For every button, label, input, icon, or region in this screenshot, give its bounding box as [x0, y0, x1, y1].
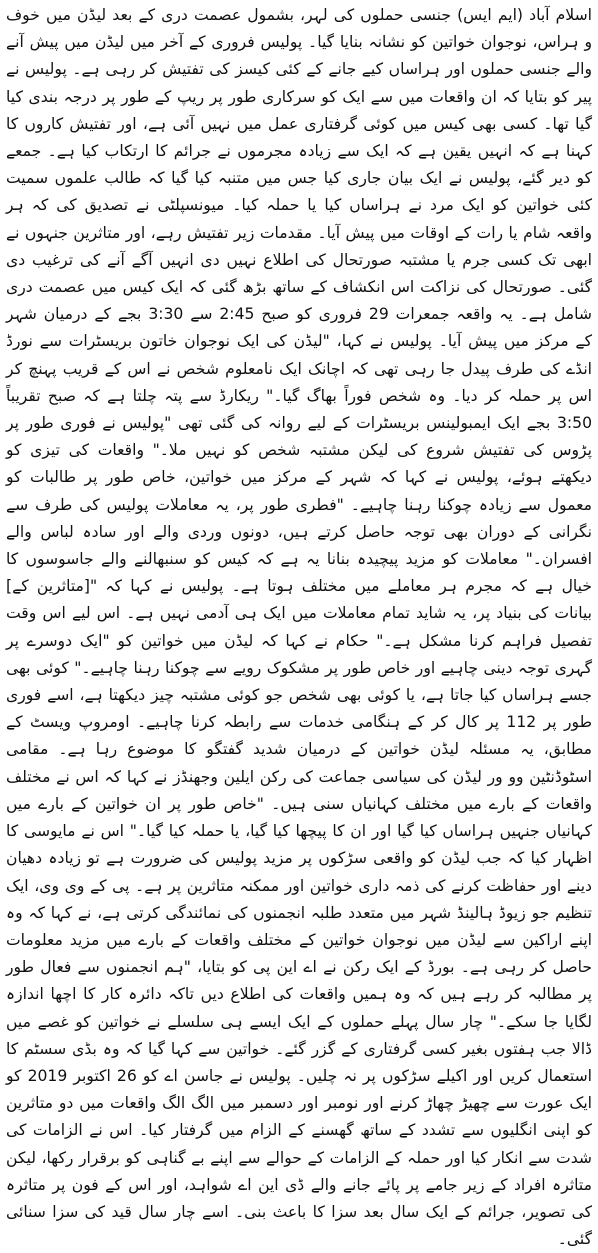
article-body-text: اسلام آباد (ایم ایس) جنسی حملوں کی لہر، بشمول عصمت دری کے بعد لیڈن میں خوف و ہراس، نوجوان خواتین کو نشانہ بنایا گیا۔ پولیس فروری کے آخر میں لیڈن میں پیش آنے والے جنسی حملوں اور ہراساں کیے جانے کے کئی کیسز کی تفتیش کر رہی ہے۔ پولیس نے پیر کو بتایا کہ ان واقعات میں سے ایک کو سرکاری طور پر ریپ کے طور پر درجہ بندی کیا گیا تھا۔ کسی بھی کیس میں کوئی گرفتاری عمل میں نہیں آئی ہے، اور تفتیش کاروں کا کہنا ہے کہ انہیں یقین ہے کہ ایک سے زیادہ مجرموں نے جرائم کا ارتکاب کیا ہے۔ جمعے کو دیر گئے، پولیس نے ایک بیان جاری کیا جس میں متنبہ کیا گیا کہ طالب علموں سمیت کئی خواتین کو ایک مرد نے ہراساں کیا یا حملہ کیا۔ میونسپلٹی نے تصدیق کی کہ ہر واقعہ شام یا رات کے اوقات میں پیش آیا۔ مقدمات زیر تفتیش رہے، اور متاثرین جنہوں نے ابھی تک کسی جرم یا مشتبہ صورتحال کی اطلاع نہیں دی انہیں آگے آنے کی ترغیب دی گئی۔ صورتحال کی نزاکت اس انکشاف کے ساتھ بڑھ گئی کہ ایک کیس میں عصمت دری شامل ہے۔ یہ واقعہ جمعرات 29 فروری کو صبح 2:45 سے 3:30 بجے کے درمیان شہر کے مرکز میں پیش آیا۔ پولیس نے کہا، "لیڈن کی ایک نوجوان خاتون بریسٹرات سے نورڈ انڈے کی طرف پیدل جا رہی تھی کہ اچانک ایک نامعلوم شخص نے اس کے قریب پہنچ کر اس پر حملہ کر دیا۔ وہ شخص فوراً بھاگ گیا۔" ریکارڈ سے پتہ چلتا ہے کہ صبح تقریباً 3:50 بجے ایک ایمبولینس بریسٹرات کے لیے روانہ کی گئی تھی "پولیس نے فوری طور پر پڑوس کی تفتیش شروع کی لیکن مشتبہ شخص کو نہیں ملا۔" واقعات کی تیزی کو دیکھتے ہوئے، پولیس نے کہا کہ شہر کے مرکز میں خواتین، خاص طور پر طالبات کو معمول سے زیادہ چوکنا رہنا چاہیے۔ "فطری طور پر، یہ معاملات پولیس کی طرف سے نگرانی کے دوران بھی توجہ حاصل کرتے ہیں، دونوں وردی والے اور سادہ لباس والے افسران۔" معاملات کو مزید پیچیدہ بنانا یہ ہے کہ کیس کو سنبھالنے والے جاسوسوں کا خیال ہے کہ مجرم ہر معاملے میں مختلف ہوتا ہے۔ پولیس نے کہا کہ "[متاثرین کے] بیانات کی بنیاد پر، یہ شاید تمام معاملات میں ایک ہی آدمی نہیں ہے۔ اس لیے اس وقت تفصیل فراہم کرنا مشکل ہے۔" حکام نے کہا کہ لیڈن میں خواتین کو "ایک دوسرے پر گہری توجہ دینی چاہیے اور خاص طور پر مشکوک رویے سے چوکنا رہنا چاہیے۔" کوئی بھی جسے ہراساں کیا جاتا ہے، یا کوئی بھی شخص جو کوئی مشتبہ چیز دیکھتا ہے، اسے فوری طور پر 112 پر کال کر کے ہنگامی خدمات سے رابطہ کرنا چاہیے۔ اومروپ ویسٹ کے مطابق، یہ مسئلہ لیڈن خواتین کے درمیان شدید گفتگو کا موضوع رہا ہے۔ مقامی اسٹوڈنٹین وو ور لیڈن کی سیاسی جماعت کی رکن ایلین وجھنڈز نے کہا کہ اس نے مختلف واقعات کے بارے میں مختلف کہانیاں سنی ہیں۔ "خاص طور پر ان خواتین کے بارے میں کہانیاں جنہیں ہراساں کیا گیا اور ان کا پیچھا کیا گیا، یا حملہ کیا گیا۔" اس نے مایوسی کا اظہار کیا کہ جب لیڈن کو واقعی سڑکوں پر مزید پولیس کی ضرورت ہے تو زیادہ دھیان دینے اور حفاظت کرنے کی ذمہ داری خواتین اور ممکنہ متاثرین پر ہے۔ پی کے وی وی، ایک تنظیم جو زیوڈ ہالینڈ شہر میں متعدد طلبہ انجمنوں کی نمائندگی کرتی ہے، نے کہا کہ وہ اپنے اراکین سے لیڈن میں نوجوان خواتین کے مختلف واقعات کے بارے میں مزید معلومات حاصل کر رہی ہے۔ بورڈ کے ایک رکن نے اے این پی کو بتایا، "ہم انجمنوں سے فعال طور پر مطالبہ کر رہے ہیں کہ وہ ہمیں واقعات کی اطلاع دیں تاکہ دائرہ کار کا اچھا اندازہ لگایا جا سکے۔" چار سال پہلے حملوں کے ایک ایسے ہی سلسلے نے خواتین کو غصے میں ڈالا جب ہفتوں بغیر کسی گرفتاری کے گزر گئے۔ خواتین سے کہا گیا کہ وہ بڈی سسٹم کا استعمال کریں اور اکیلے سڑکوں پر نہ چلیں۔ پولیس نے جاسن اے کو 26 اکتوبر 2019 کو ایک عورت سے چھیڑ چھاڑ کرنے اور نومبر اور دسمبر میں الگ الگ واقعات میں دو متاثرین کو اپنی انگلیوں سے تشدد کے ساتھ گھسنے کے الزام میں گرفتار کیا۔ اس نے الزامات کی شدت سے انکار کیا اور حملہ کے الزامات کے حوالے سے اپنے بے گناہی کو برقرار رکھا، لیکن متاثرہ افراد کے زیر جامے پر پائے جانے والے ڈی این اے شواہد، اور اس کے فون پر متاثرہ کی تصویر، جرائم کے ایک سال بعد سزا کا باعث بنی۔ اسے چار سال قید کی سزا سنائی گئی۔: [6, 6, 593, 1249]
